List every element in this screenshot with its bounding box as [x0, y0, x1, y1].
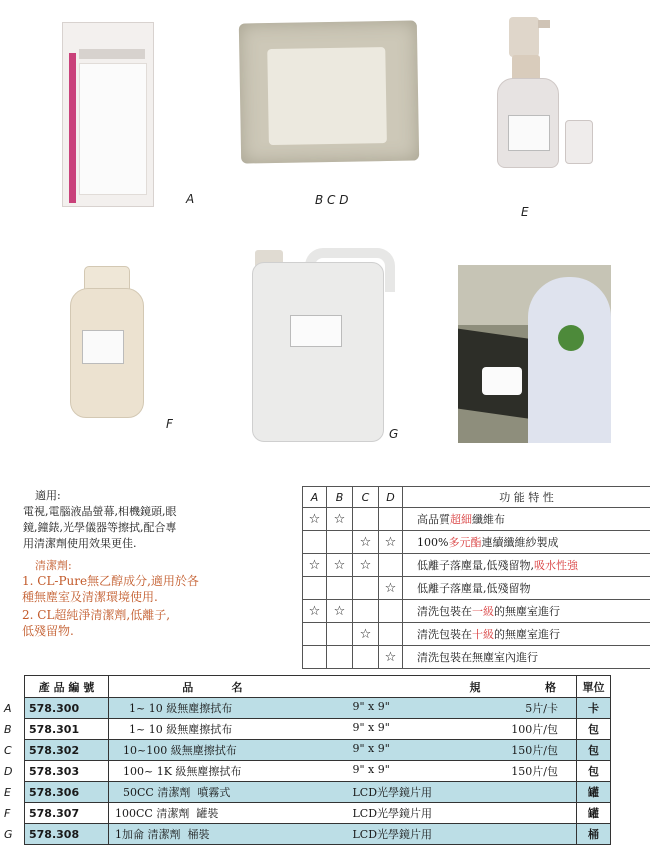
- header-name: 品 名: [109, 676, 247, 698]
- cleaner-item-2-line-2: 低殘留物.: [22, 624, 74, 638]
- product-name: 1~ 10 級無塵擦拭布: [109, 698, 247, 719]
- applicable-title: 適用:: [35, 489, 61, 502]
- spec-size: LCD光學鏡片用: [352, 828, 433, 841]
- header-d: D: [379, 487, 403, 508]
- feature-pre: 高品質: [417, 513, 450, 526]
- cleanroom-photo: [458, 265, 611, 443]
- product-spec: [247, 740, 577, 761]
- star-mark: ☆: [353, 554, 379, 577]
- function-row: [303, 646, 650, 669]
- feature-text: [403, 623, 650, 646]
- gallon-label: [290, 315, 342, 347]
- applicable-line-3: 用清潔劑使用效果更佳.: [23, 537, 137, 550]
- row-label-f: F: [4, 807, 11, 820]
- feature-highlight: 十級: [472, 628, 494, 641]
- product-table: [24, 675, 611, 845]
- feature-pre: 100%: [417, 536, 449, 549]
- spray-cap: [565, 120, 593, 164]
- product-name: 1~ 10 級無塵擦拭布: [109, 719, 247, 740]
- star-mark: [353, 577, 379, 600]
- star-mark: ☆: [327, 554, 353, 577]
- cleaner-item-1-line-1: 1. CL-Pure無乙醇成分,適用於各: [22, 574, 199, 588]
- photo-cloth: [482, 367, 522, 395]
- feature-post: 的無塵室進行: [494, 605, 560, 618]
- caption-g: G: [389, 427, 399, 441]
- product-unit: 卡: [577, 698, 611, 719]
- product-name: 10~100 級無塵擦拭布: [109, 740, 247, 761]
- star-mark: [353, 646, 379, 669]
- cleaner-title: 清潔劑:: [35, 559, 72, 572]
- product-spec: [247, 782, 577, 803]
- feature-post: 的無塵室進行: [494, 628, 560, 641]
- function-row: [303, 600, 650, 623]
- product-unit: 包: [577, 740, 611, 761]
- product-table-header: [25, 676, 611, 698]
- header-spec-left: 規: [469, 680, 481, 694]
- product-code: 578.303: [25, 761, 109, 782]
- star-mark: ☆: [353, 531, 379, 554]
- header-feature: 功 能 特 性: [403, 487, 650, 508]
- spec-qty: 150片/包: [511, 765, 558, 778]
- row-label-b: B: [4, 723, 12, 736]
- header-spec-right: 格: [545, 680, 556, 694]
- product-row: [25, 761, 611, 782]
- spec-size: 9" x 9": [352, 763, 390, 776]
- star-mark: [353, 600, 379, 623]
- row-label-e: E: [4, 786, 11, 799]
- bottle-label: [82, 330, 124, 364]
- spec-qty: 100片/包: [511, 723, 558, 736]
- star-mark: [379, 554, 403, 577]
- product-spec: [247, 719, 577, 740]
- product-photo-bcd: [239, 20, 419, 163]
- product-unit: 包: [577, 719, 611, 740]
- row-label-g: G: [4, 828, 13, 841]
- product-photo-g: [252, 262, 384, 442]
- product-row: [25, 782, 611, 803]
- function-table: [302, 486, 650, 669]
- applicable-line-1: 電視,電腦液晶螢幕,相機鏡頭,眼: [23, 505, 177, 518]
- feature-text: [403, 646, 650, 669]
- product-row: [25, 824, 611, 845]
- star-mark: [379, 600, 403, 623]
- feature-text: [403, 531, 650, 554]
- feature-highlight: 吸水性強: [534, 559, 578, 572]
- caption-a: A: [186, 192, 195, 206]
- star-mark: [327, 577, 353, 600]
- star-mark: [379, 623, 403, 646]
- spec-qty: 150片/包: [511, 744, 558, 757]
- feature-pre: 低離子落塵量,低殘留物: [417, 582, 531, 595]
- function-row: [303, 531, 650, 554]
- row-label-d: D: [4, 765, 13, 778]
- row-label-a: A: [4, 702, 12, 715]
- product-code: 578.307: [25, 803, 109, 824]
- star-mark: ☆: [379, 646, 403, 669]
- bag-contents: [267, 47, 387, 145]
- spray-nozzle: [538, 20, 550, 28]
- feature-pre: 清洗包裝在: [417, 628, 472, 641]
- product-spec: [247, 761, 577, 782]
- spec-size: 9" x 9": [352, 742, 390, 755]
- function-row: [303, 577, 650, 600]
- feature-text: [403, 600, 650, 623]
- star-mark: [327, 623, 353, 646]
- star-mark: ☆: [379, 577, 403, 600]
- package-cloth: [79, 63, 147, 195]
- spec-size: 9" x 9": [352, 700, 390, 713]
- product-name: 1加侖 清潔劑 桶裝: [109, 824, 247, 845]
- header-spec: [247, 676, 577, 698]
- feature-pre: 清洗包裝在無塵室內進行: [417, 651, 538, 664]
- product-photo-a: [62, 22, 154, 207]
- product-code: 578.301: [25, 719, 109, 740]
- product-row: [25, 803, 611, 824]
- product-code: 578.300: [25, 698, 109, 719]
- header-c: C: [353, 487, 379, 508]
- photo-worker: [528, 277, 611, 443]
- header-code: 產 品 編 號: [25, 676, 109, 698]
- product-code: 578.306: [25, 782, 109, 803]
- star-mark: ☆: [379, 531, 403, 554]
- spray-label: [508, 115, 550, 151]
- star-mark: ☆: [303, 600, 327, 623]
- star-mark: ☆: [327, 508, 353, 531]
- function-table-header: [303, 487, 650, 508]
- feature-pre: 清洗包裝在: [417, 605, 472, 618]
- product-unit: 罐: [577, 782, 611, 803]
- feature-highlight: 一級: [472, 605, 494, 618]
- feature-highlight: 多元酯: [448, 536, 482, 549]
- product-name: 100~ 1K 級無塵擦拭布: [109, 761, 247, 782]
- feature-text: [403, 508, 650, 531]
- spec-size: 9" x 9": [352, 721, 390, 734]
- product-row: [25, 740, 611, 761]
- star-mark: ☆: [303, 508, 327, 531]
- star-mark: [327, 646, 353, 669]
- feature-post: 纖維布: [472, 513, 505, 526]
- function-row: [303, 554, 650, 577]
- package-header: [79, 49, 145, 59]
- star-mark: ☆: [327, 600, 353, 623]
- feature-text: [403, 554, 650, 577]
- star-mark: [303, 623, 327, 646]
- product-spec: [247, 824, 577, 845]
- header-unit: 單位: [577, 676, 611, 698]
- star-mark: [303, 646, 327, 669]
- caption-e: E: [521, 205, 529, 219]
- product-spec: [247, 803, 577, 824]
- product-unit: 罐: [577, 803, 611, 824]
- cleaner-item-1-line-2: 種無塵室及清潔環境使用.: [22, 590, 158, 604]
- product-name: 100CC 清潔劑 罐裝: [109, 803, 247, 824]
- star-mark: [353, 508, 379, 531]
- feature-post: 連續纖維紗製成: [481, 536, 559, 549]
- caption-bcd: B C D: [315, 193, 349, 207]
- product-row: [25, 698, 611, 719]
- applicable-line-2: 鏡,鐘錶,光學儀器等擦拭,配合專: [23, 521, 177, 534]
- star-mark: [327, 531, 353, 554]
- spec-size: LCD光學鏡片用: [352, 786, 433, 799]
- spray-head: [509, 17, 539, 57]
- feature-pre: 低離子落塵量,低殘留物,: [417, 559, 534, 572]
- product-spec: [247, 698, 577, 719]
- product-unit: 包: [577, 761, 611, 782]
- caption-f: F: [166, 417, 173, 431]
- product-unit: 桶: [577, 824, 611, 845]
- package-stripe: [69, 53, 76, 203]
- header-b: B: [327, 487, 353, 508]
- feature-text: [403, 577, 650, 600]
- function-row: [303, 508, 650, 531]
- product-code: 578.308: [25, 824, 109, 845]
- star-mark: ☆: [353, 623, 379, 646]
- cleaner-item-2-line-1: 2. CL超純淨清潔劑,低離子,: [22, 608, 171, 622]
- star-mark: [379, 508, 403, 531]
- spec-qty: 5片/卡: [525, 702, 558, 715]
- photo-mask: [558, 325, 584, 351]
- function-row: [303, 623, 650, 646]
- star-mark: [303, 531, 327, 554]
- feature-highlight: 超細: [450, 513, 472, 526]
- star-mark: [303, 577, 327, 600]
- product-name: 50CC 清潔劑 噴霧式: [109, 782, 247, 803]
- star-mark: ☆: [303, 554, 327, 577]
- header-a: A: [303, 487, 327, 508]
- spec-size: LCD光學鏡片用: [352, 807, 433, 820]
- row-label-c: C: [4, 744, 12, 757]
- product-code: 578.302: [25, 740, 109, 761]
- product-row: [25, 719, 611, 740]
